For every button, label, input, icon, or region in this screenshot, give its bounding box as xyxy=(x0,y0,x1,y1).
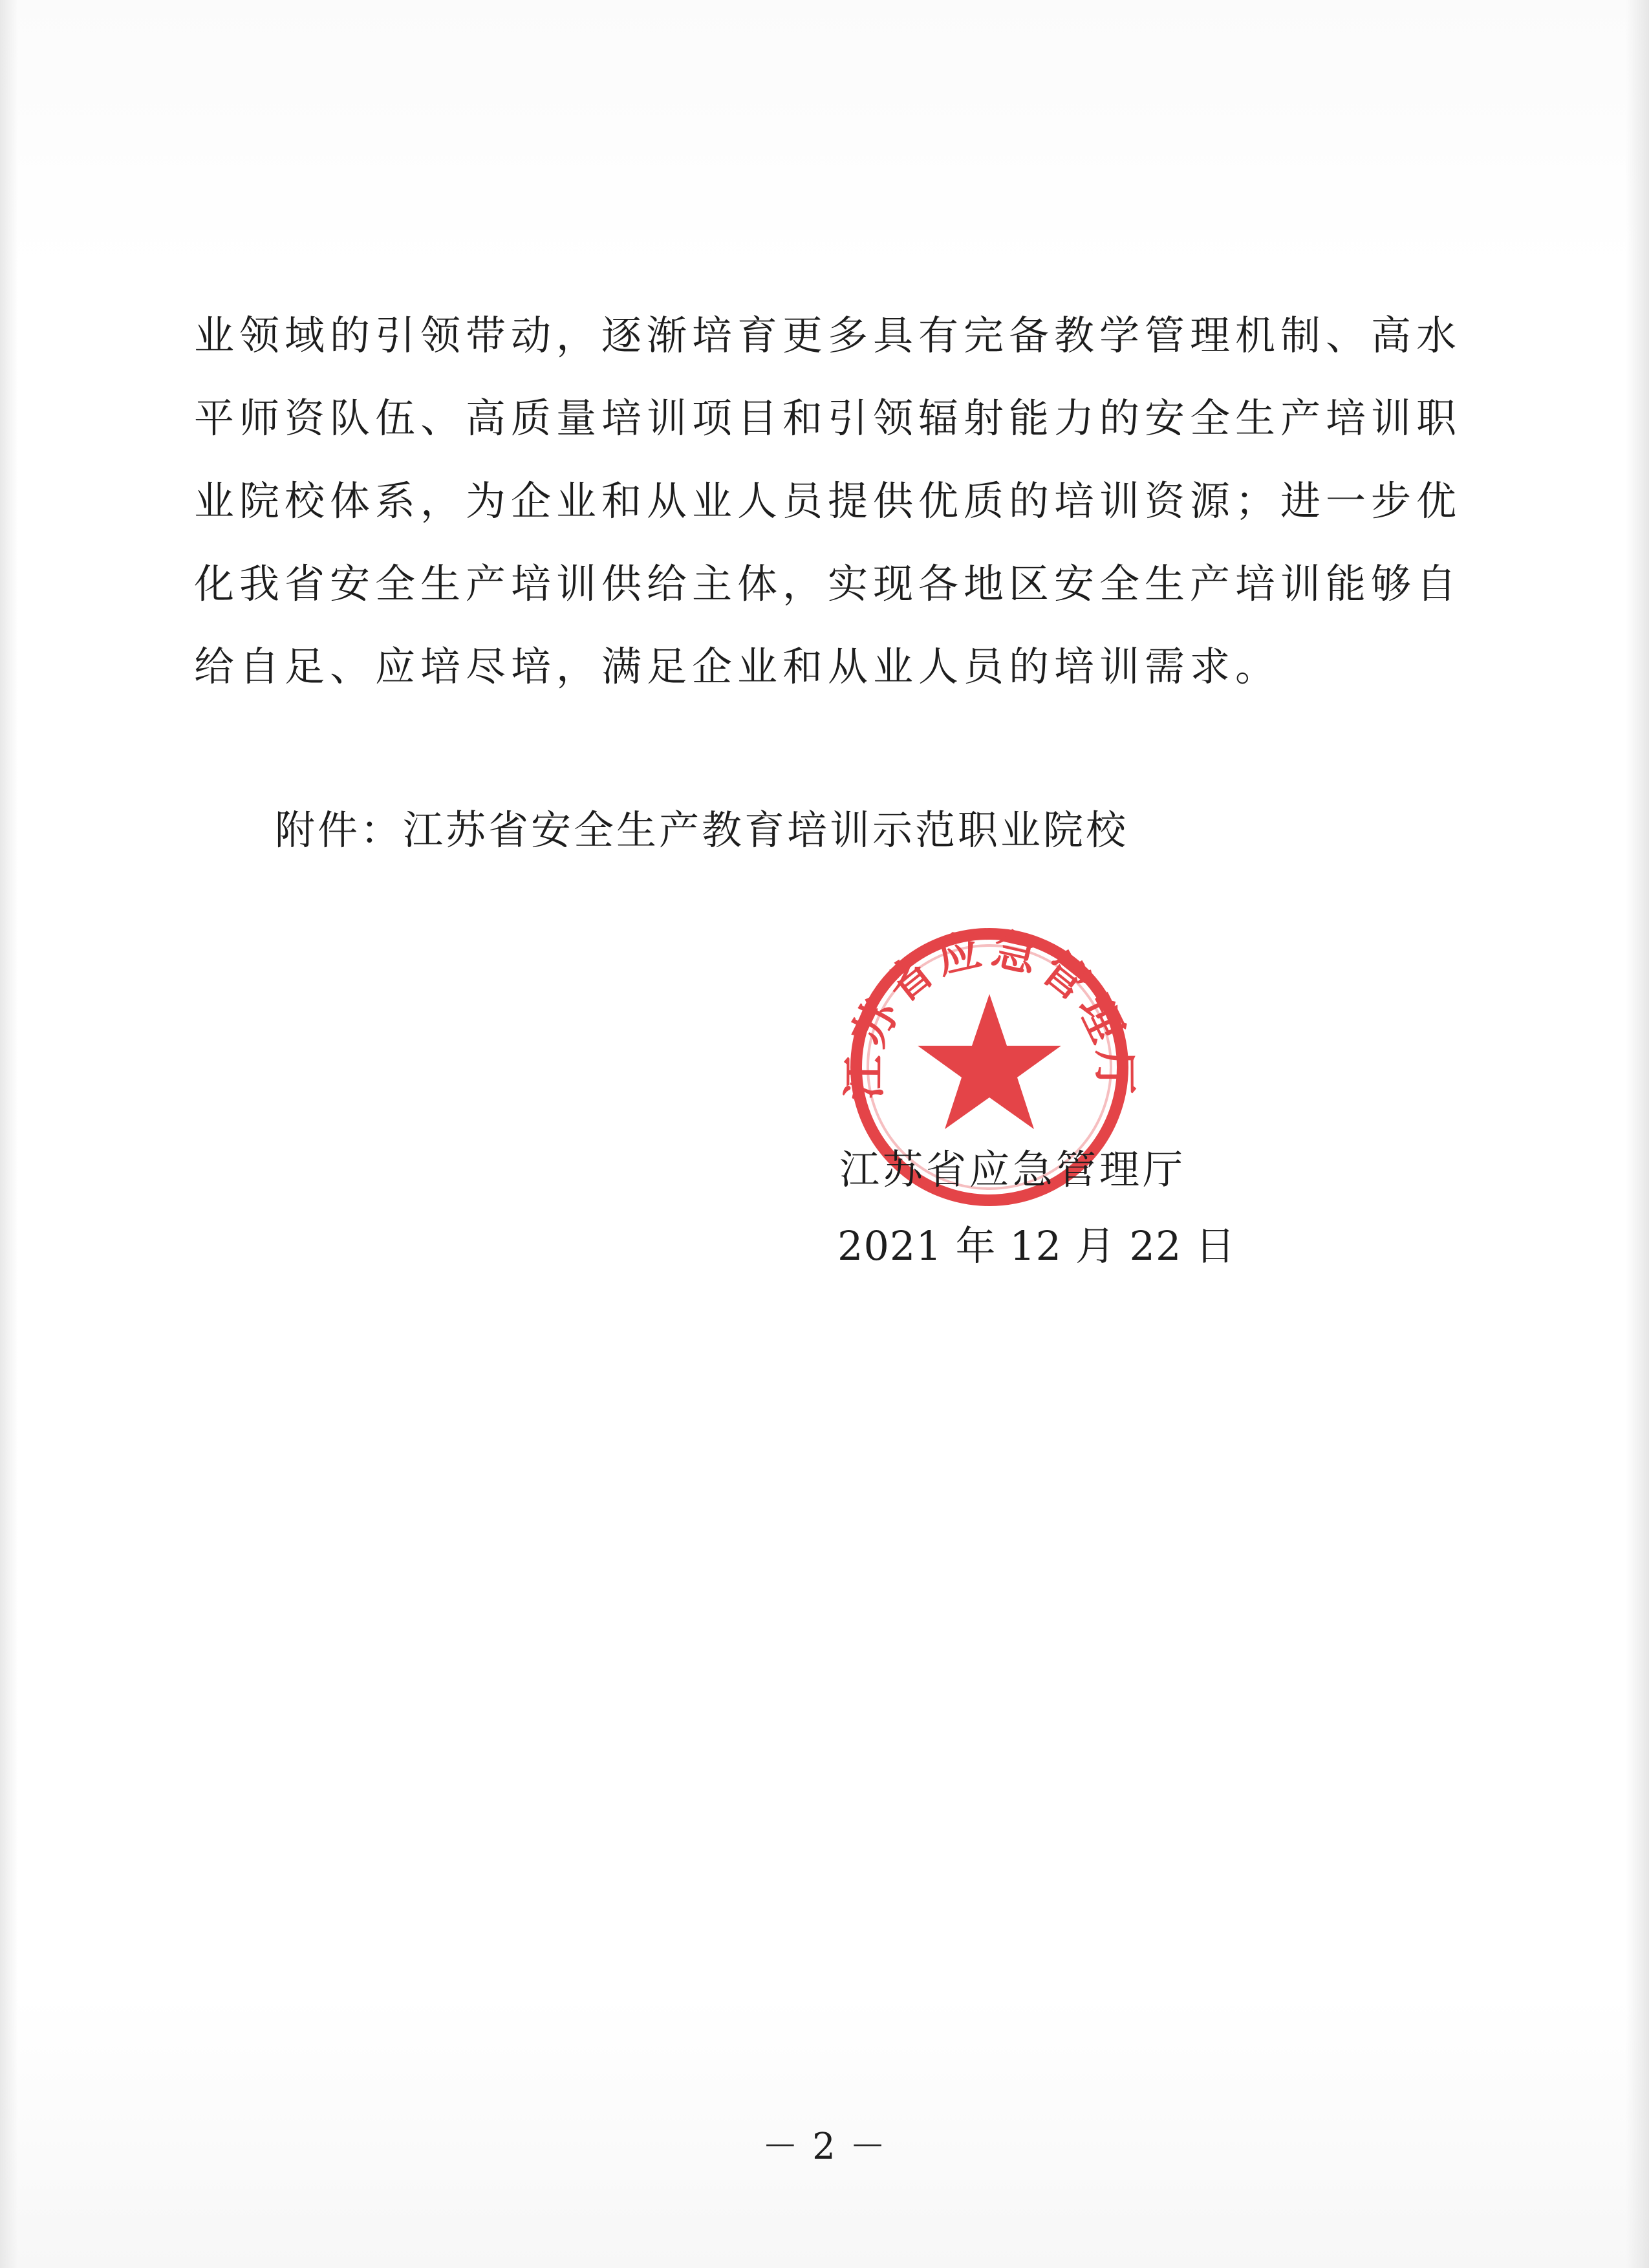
body-line: 给自足、应培尽培，满足企业和从业人员的培训需求。 xyxy=(194,643,1281,690)
signing-date: 2021 年 12 月 22 日 xyxy=(837,1222,1236,1269)
page-number: － 2 － xyxy=(762,2126,887,2168)
scan-shadow-left xyxy=(0,0,18,2268)
stamp-star-icon xyxy=(918,994,1061,1129)
body-line: 平师资队伍、高质量培训项目和引领辐射能力的安全生产培训职 xyxy=(194,394,1462,442)
attachment-line: 附件：江苏省安全生产教育培训示范职业院校 xyxy=(275,806,1129,854)
scan-shadow-right xyxy=(1626,0,1649,2268)
signing-organization: 江苏省应急管理厅 xyxy=(839,1146,1187,1193)
body-line: 化我省安全生产培训供给主体，实现各地区安全生产培训能够自 xyxy=(194,560,1462,607)
stamp-arc-text: 江苏省应急管理厅 xyxy=(839,923,1140,1100)
body-line: 业领域的引领带动，逐渐培育更多具有完备教学管理机制、高水 xyxy=(194,312,1462,359)
body-line: 业院校体系，为企业和从业人员提供优质的培训资源；进一步优 xyxy=(194,477,1462,524)
body-text xyxy=(194,294,1462,708)
